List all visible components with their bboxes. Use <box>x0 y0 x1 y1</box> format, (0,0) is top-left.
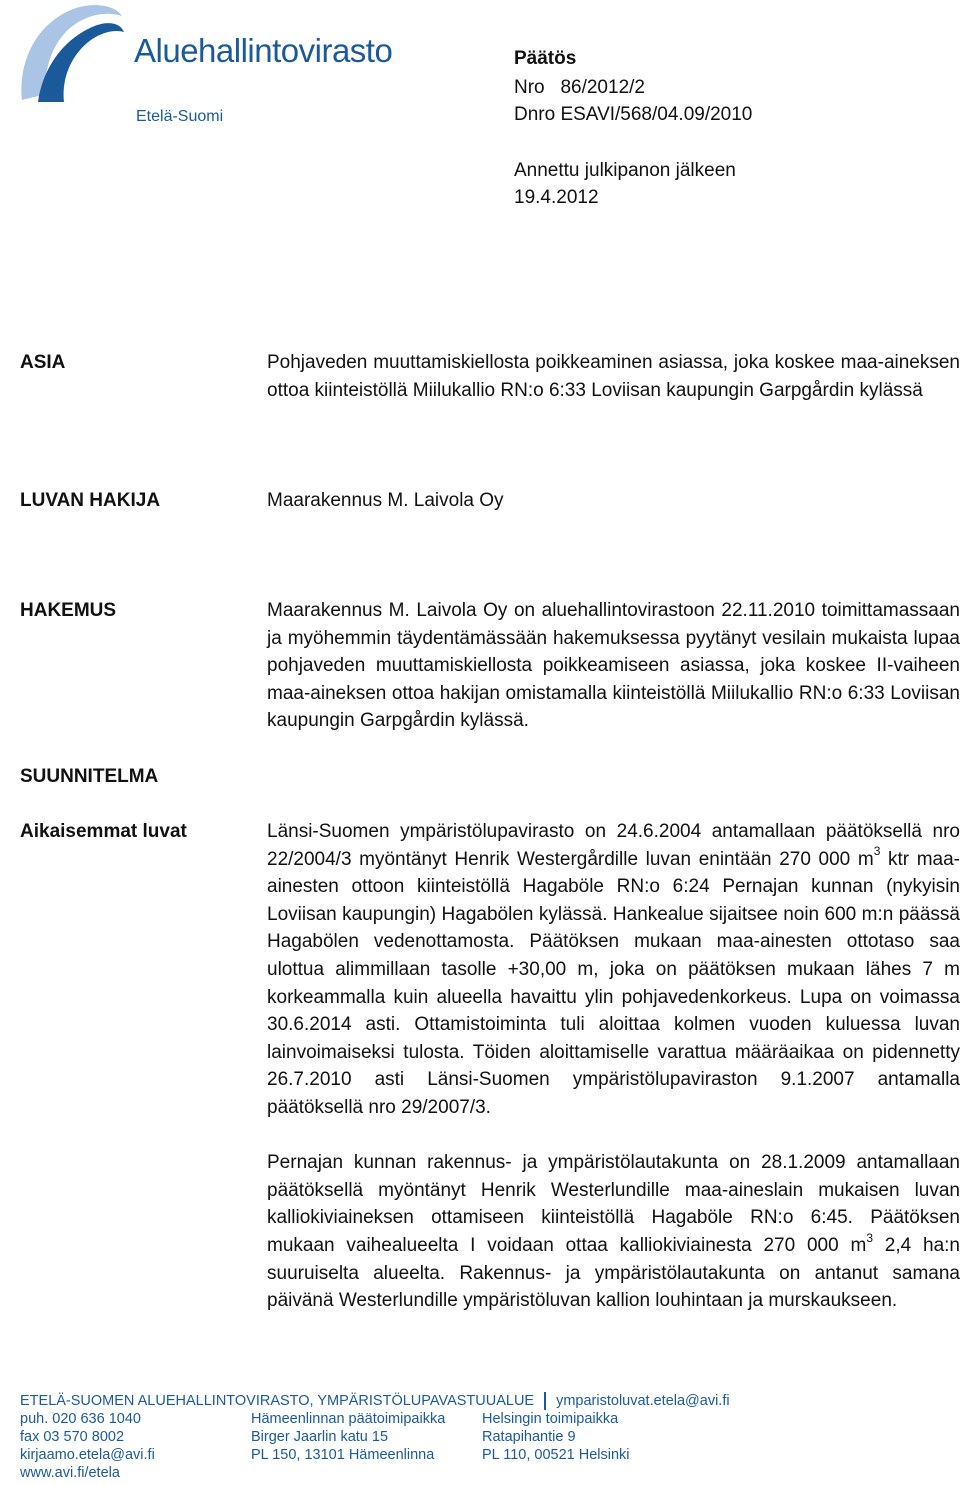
footer-helsinki-column: Helsingin toimipaikka Ratapihantie 9 PL 110, 00521 Helsinki <box>482 1411 630 1463</box>
section-label-luvat: Aikaisemmat luvat <box>20 821 187 842</box>
section-label-hakija: LUVAN HAKIJA <box>20 490 161 511</box>
section-text-luvat <box>267 818 960 1315</box>
page-footer <box>20 1392 940 1482</box>
footer-unit-email: ymparistoluvat.etela@avi.fi <box>556 1393 730 1409</box>
section-text-hakemus: Maarakennus M. Laivola Oy on aluehallintovirastoon 22.11.2010 toimittamassaan ja myöhemmin täydentämässään hakemuksessa pyytänyt vesilain mukaista lupaa pohjaveden muuttamiskiellosta poikkeamiseen asiassa, joka koskee II-vaiheen maa-aineksen ottoa hakijan omistamalla kiinteistöllä Miilukallio RN:o 6:33 Loviisan kaupungin Garpgårdin kylässä. <box>267 600 960 732</box>
record-number: Dnro ESAVI/568/04.09/2010 <box>514 104 753 125</box>
paragraph: Pernajan kunnan rakennus- ja ympäristölautakunta on 28.1.2009 antamallaan päätöksellä myöntänyt Henrik Westerlundille maa-aineslain mukaisen luvan kalliokiviaineksen ottamiseen kiinteistöllä Hagaböle RN:o 6:45. Päätöksen mukaan vaihealueelta I voidaan ottaa kalliokiviainesta 270 000 $m^3$ 2,4 ha:n suuruiselta alueelta. Rakennus- ja ympäristölautakunta on antanut samana päivänä Westerlundille ympäristöluvan kallion louhintaan ja murskaukseen. <box>267 1152 960 1312</box>
footer-email[interactable]: kirjaamo.etela@avi.fi <box>20 1447 155 1463</box>
published-date: 19.4.2012 <box>514 187 599 208</box>
published-label: Annettu julkipanon jälkeen <box>514 160 736 181</box>
footer-divider <box>544 1392 546 1410</box>
paragraph: Länsi-Suomen ympäristölupavirasto on 24.6.2004 antamallaan päätöksellä nro 22/2004/3 myöntänyt Henrik Westergårdille luvan enintään 270 000 $m^3$ ktr maa-ainesten ottoon kiinteistöllä Hagaböle RN:o 6:24 Pernajan kunnan (nykyisin Loviisan kaupungin) Hagabölen kylässä. Hankealue sijaitsee noin 600 m:n päässä Hagabölen vedenottamosta. Päätöksen mukaan maa-ainesten ottotaso saa ulottua alimmillaan tasolle +30,00 m, joka on päätöksen mukaan lähes 7 m korkeammalla kuin alueella havaittu ylin pohjavedenkorkeus. Lupa on voimassa 30.6.2014 asti. Ottamistoiminta tuli aloittaa kolmen vuoden kuluessa luvan lainvoimaiseksi tulosta. Töiden aloittamiselle varattua määräaikaa on pidennetty 26.7.2010 asti Länsi-Suomen ympäristölupaviraston 9.1.2007 antamalla päätöksellä nro 29/2007/3. <box>267 821 960 1118</box>
doc-type: Päätös <box>514 48 577 69</box>
section-text-asia: Pohjaveden muuttamiskiellosta poikkeaminen asiassa, joka koskee maa-aineksen ottoa kiinteistöllä Miilukallio RN:o 6:33 Loviisan kaupungin Garpgårdin kylässä <box>267 352 960 401</box>
footer-hameenlinna-column: Hämeenlinnan päätoimipaikka Birger Jaarlin katu 15 PL 150, 13101 Hämeenlinna <box>251 1411 446 1463</box>
logo-text: Aluehallintovirasto <box>134 32 393 69</box>
footer-org: ETELÄ-SUOMEN ALUEHALLINTOVIRASTO, YMPÄRISTÖLUPAVASTUUALUE <box>20 1393 535 1409</box>
section-label-hakemus: HAKEMUS <box>20 600 117 621</box>
section-label-suunnitelma: SUUNNITELMA <box>20 766 159 787</box>
section-label-asia: ASIA <box>20 352 66 373</box>
region-label: Etelä-Suomi <box>136 108 224 125</box>
footer-contact-column: puh. 020 636 1040 fax 03 570 8002 kirjaamo.etela@avi.fi www.avi.fi/etela <box>20 1410 251 1482</box>
section-text-hakija: Maarakennus M. Laivola Oy <box>267 490 504 511</box>
decision-number: Nro 86/2012/2 <box>514 77 645 98</box>
agency-logo <box>16 2 396 106</box>
footer-website[interactable]: www.avi.fi/etela <box>20 1465 120 1481</box>
